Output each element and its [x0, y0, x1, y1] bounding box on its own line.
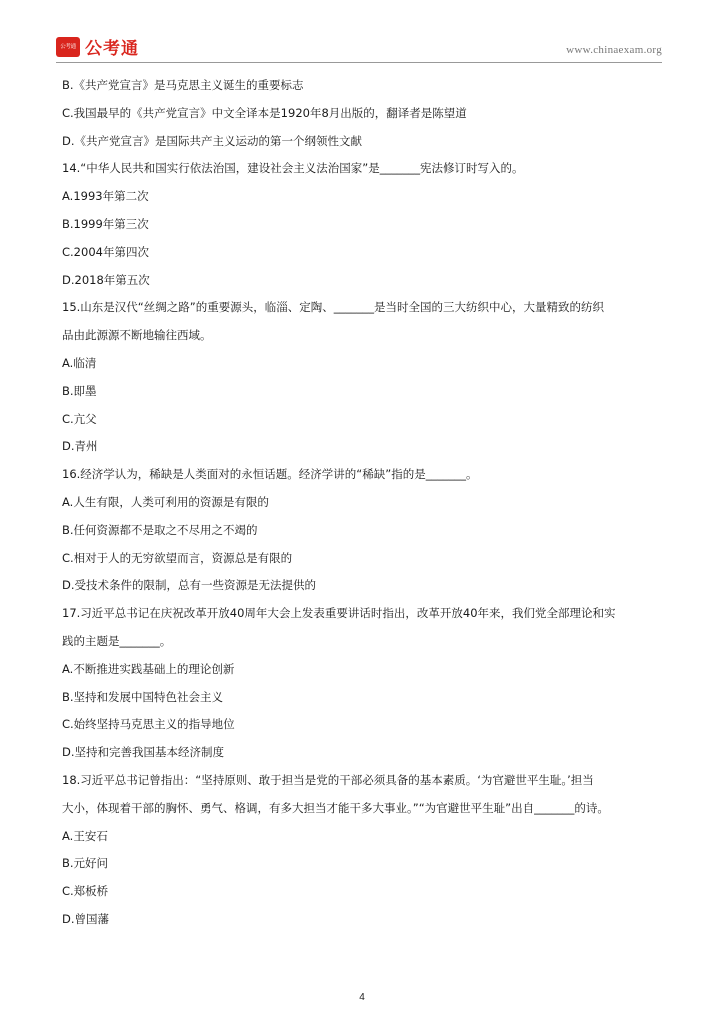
option-b: B.1999年第三次 — [62, 216, 149, 231]
option-c: C.始终坚持马克思主义的指导地位 — [62, 717, 235, 732]
option-a: A.1993年第二次 — [62, 189, 149, 204]
logo-badge: 公考通 — [56, 37, 80, 57]
text-line: D.《共产党宣言》是国际共产主义运动的第一个纲领性文献 — [62, 133, 363, 148]
text-line: C.我国最早的《共产党宣言》中文全译本是1920年8月出版的，翻译者是陈望道 — [62, 105, 467, 120]
option-c: C.相对于人的无穷欲望而言，资源总是有限的 — [62, 550, 293, 565]
option-c: C.亢父 — [62, 411, 97, 426]
option-a: A.临清 — [62, 355, 97, 370]
option-a: A.王安石 — [62, 828, 108, 843]
site-url: www.chinaexam.org — [566, 44, 662, 56]
question-17-cont: 践的主题是_______。 — [62, 633, 172, 648]
page-header — [56, 34, 662, 62]
option-c: C.2004年第四次 — [62, 244, 149, 259]
option-b: B.元好问 — [62, 856, 109, 871]
question-15-cont: 品由此源源不断地输往西域。 — [62, 328, 212, 343]
logo-text: 公考通 — [85, 39, 139, 59]
option-b: B.坚持和发展中国特色社会主义 — [62, 689, 224, 704]
option-d: D.曾国藩 — [62, 911, 110, 926]
option-b: B.即墨 — [62, 383, 97, 398]
option-d: D.青州 — [62, 439, 98, 454]
question-18-cont: 大小，体现着干部的胸怀、勇气、格调，有多大担当才能干多大事业。”“为官避世平生耻”出自_______的诗。 — [62, 800, 609, 815]
question-15: 15.山东是汉代“丝绸之路”的重要源头，临淄、定陶、_______是当时全国的三大纺织中心，大量精致的纺织 — [62, 300, 604, 315]
question-14: 14.“中华人民共和国实行依法治国，建设社会主义法治国家”是_______宪法修订时写入的。 — [62, 161, 524, 176]
option-d: D.坚持和完善我国基本经济制度 — [62, 745, 225, 760]
document-body — [62, 72, 666, 934]
question-17: 17.习近平总书记在庆祝改革开放40周年大会上发表重要讲话时指出，改革开放40年来，我们党全部理论和实 — [62, 606, 616, 621]
option-c: C.郑板桥 — [62, 884, 109, 899]
question-16: 16.经济学认为，稀缺是人类面对的永恒话题。经济学讲的“稀缺”指的是_______。 — [62, 467, 478, 482]
logo — [56, 34, 139, 59]
option-a: A.人生有限，人类可利用的资源是有限的 — [62, 494, 269, 509]
page-number: 4 — [359, 992, 365, 1003]
text-line: B.《共产党宣言》是马克思主义诞生的重要标志 — [62, 78, 304, 92]
option-d: D.2018年第五次 — [62, 272, 150, 287]
question-18: 18.习近平总书记曾指出：“坚持原则、敢于担当是党的干部必须具备的基本素质。‘为官避世平生耻。’担当 — [62, 772, 594, 787]
option-d: D.受技术条件的限制，总有一些资源是无法提供的 — [62, 578, 317, 593]
option-a: A.不断推进实践基础上的理论创新 — [62, 661, 235, 676]
option-b: B.任何资源都不是取之不尽用之不竭的 — [62, 522, 258, 537]
header-divider — [56, 62, 662, 63]
